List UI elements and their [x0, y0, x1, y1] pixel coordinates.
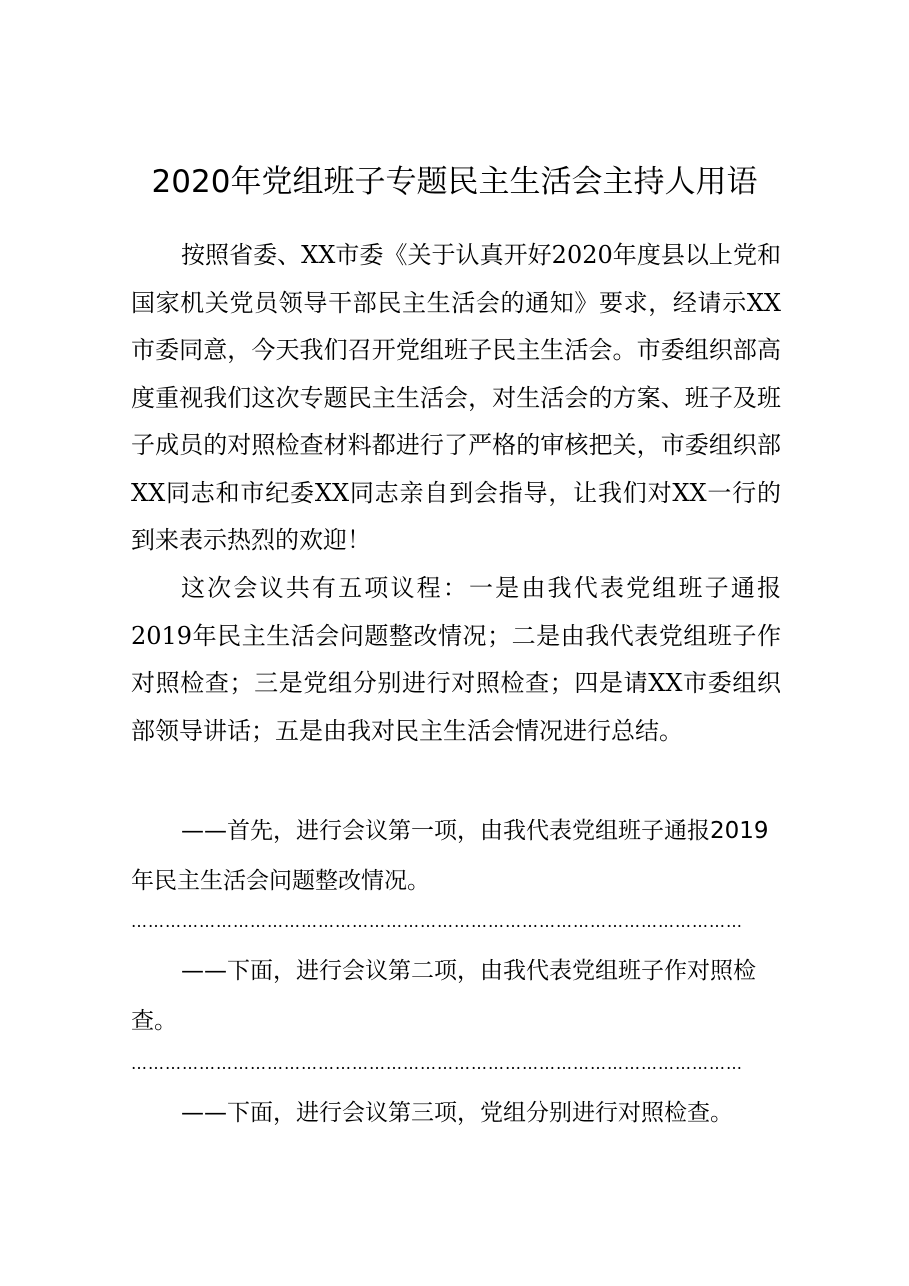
- agenda-item-second: ——下面，进行会议第二项，由我代表党组班子作对照检查。: [131, 958, 756, 1034]
- agenda-item-first: ——首先，进行会议第一项，由我代表党组班子通报2019年民主生活会问题整改情况。: [131, 818, 769, 894]
- document-title: 2020年党组班子专题民主生活会主持人用语: [151, 164, 758, 200]
- paragraph-opening: 按照省委、XX市委《关于认真开好2020年度县以上党和国家机关党员领导干部民主生活会的通知》要求，经请示XX市委同意，今天我们召开党组班子民主生活会。市委组织部高度重视我们这次专题民主生活会，对生活会的方案、班子及班子成员的对照检查材料都进行了严格的审核把关，市委组织部XX同志和市纪委XX同志亲自到会指导，让我们对XX一行的到来表示热烈的欢迎！: [131, 241, 781, 554]
- ellipsis-separator: ………………………………………………………………………………………………: [131, 1054, 743, 1073]
- ellipsis-separator: ………………………………………………………………………………………………: [131, 912, 743, 931]
- paragraph-agenda-overview: 这次会议共有五项议程：一是由我代表党组班子通报2019年民主生活会问题整改情况；二是由我代表党组班子作对照检查；三是党组分别进行对照检查；四是请XX市委组织部领导讲话；五是由我对民主生活会情况进行总结。: [131, 574, 781, 745]
- agenda-item-third: ——下面，进行会议第三项，党组分别进行对照检查。: [181, 1100, 733, 1126]
